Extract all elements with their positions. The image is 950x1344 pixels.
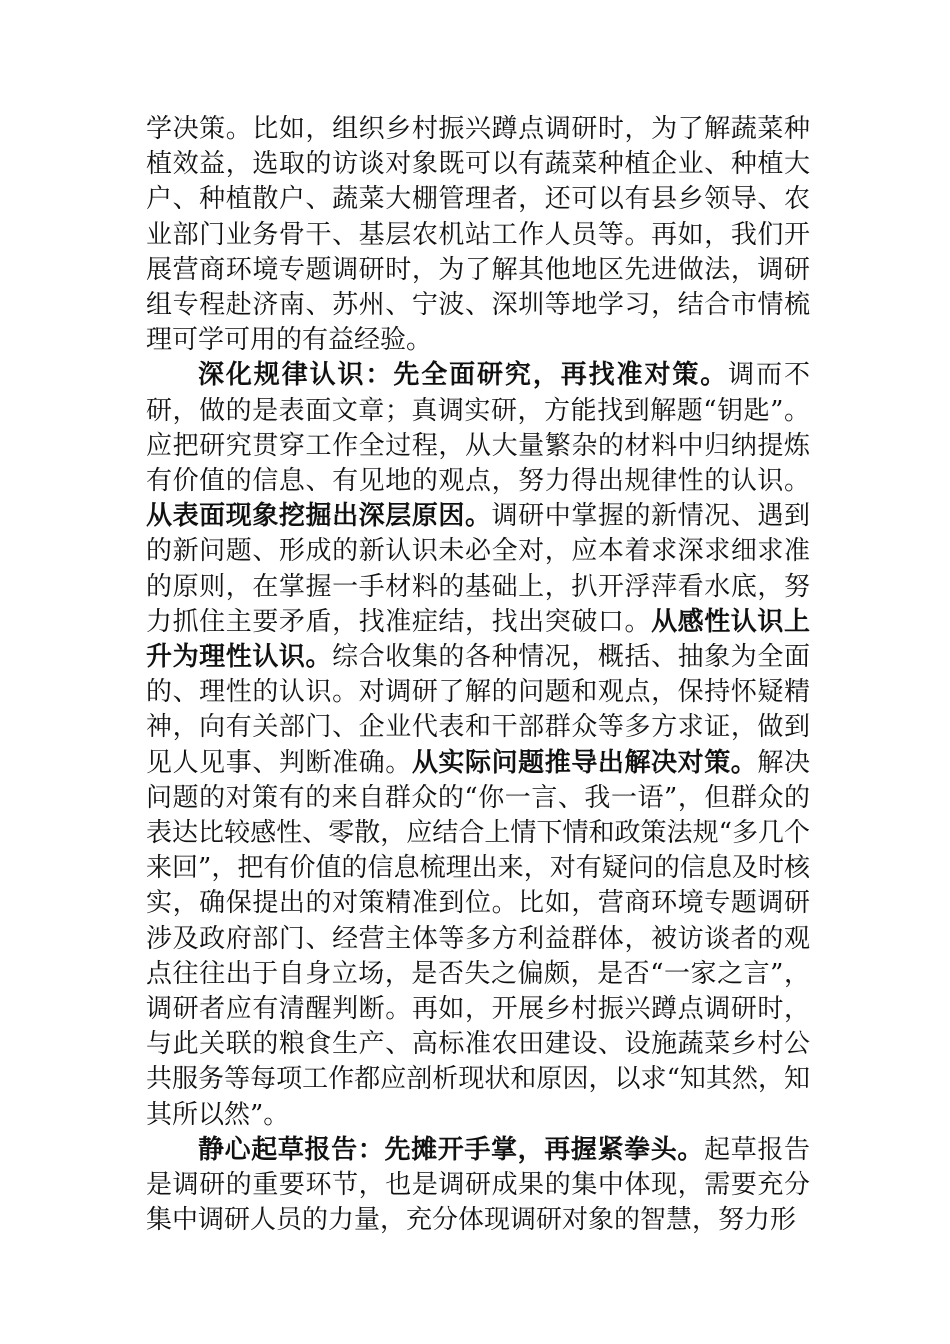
subheading-surface-to-root: 从表面现象挖掘出深层原因。 <box>146 501 492 532</box>
paragraph-2-text-1: 调而不研，做的是表面文章；真调实研，方能找到解题“钥匙”。应把研究贯穿工作全过程，从大量繁杂的材料中归纳提炼有价值的信息、有见地的观点，努力得出规律性的认识。 <box>146 360 810 497</box>
paragraph-2-text-3: 综合收集的各种情况，概括、抽象为全面的、理性的认识。对调研了解的问题和观点，保持怀疑精神，向有关部门、企业代表和干部群众等多方求证，做到见人见事、判断准确。 <box>146 642 810 778</box>
paragraph-2-text-4: 解决问题的对策有的来自群众的“你一言、我一语”，但群众的表达比较感性、零散，应结合上情下情和政策法规“多几个来回”，把有价值的信息梳理出来，对有疑问的信息及时核实，确保提出的对策精准到位。比如，营商环境专题调研涉及政府部门、经营主体等多方利益群体，被访谈者的观点往往出于自身立场，是否失之偏颇，是否“一家之言”，调研者应有清醒判断。再如，开展乡村振兴蹲点调研时，与此关联的粮食生产、高标准农田建设、设施蔬菜乡村公共服务等每项工作都应剖析现状和原因，以求“知其然，知其所以然”。 <box>146 747 810 1130</box>
document-page <box>146 112 810 1239</box>
paragraph-1 <box>146 112 810 358</box>
paragraph-3-text-1: 起草报告是调研的重要环节，也是调研成果的集中体现，需要充分集中调研人员的力量，充分体现调研对象的智慧，努力形 <box>146 1134 810 1236</box>
paragraph-2-text-2: 调研中掌握的新情况、遇到的新问题、形成的新认识未必全对，应本着求深求细求准的原则，在掌握一手材料的基础上，扒开浮萍看水底，努力抓住主要矛盾，找准症结，找出突破口。 <box>146 501 810 637</box>
paragraph-1-text: 学决策。比如，组织乡村振兴蹲点调研时，为了解蔬菜种植效益，选取的访谈对象既可以有蔬菜种植企业、种植大户、种植散户、蔬菜大棚管理者，还可以有县乡领导、农业部门业务骨干、基层农机站工作人员等。再如，我们开展营商环境专题调研时，为了解其他地区先进做法，调研组专程赴济南、苏州、宁波、深圳等地学习，结合市情梳理可学可用的有益经验。 <box>146 114 810 356</box>
subheading-problem-to-solution: 从实际问题推导出解决对策。 <box>411 747 758 778</box>
section-heading-draft-report: 静心起草报告：先摊开手掌，再握紧拳头。 <box>198 1134 705 1165</box>
paragraph-2 <box>146 358 810 1132</box>
section-heading-deepen-understanding: 深化规律认识：先全面研究，再找准对策。 <box>198 360 729 391</box>
paragraph-3 <box>146 1133 810 1239</box>
subheading-perceptual-to-rational: 从感性认识上升为理性认识。 <box>146 606 810 673</box>
